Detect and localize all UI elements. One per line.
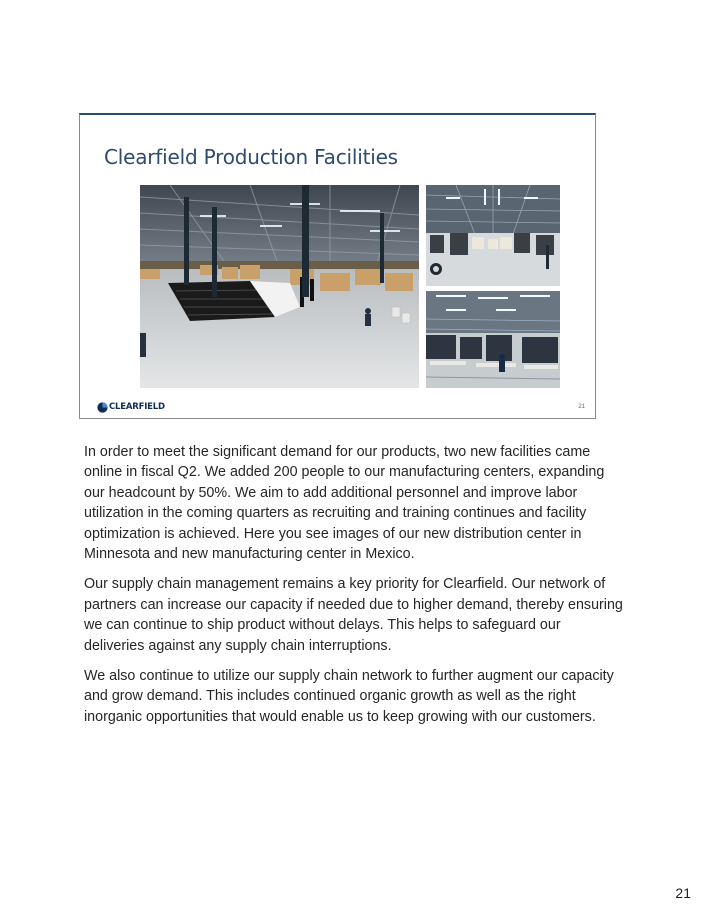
clearfield-logo	[97, 401, 165, 413]
slide-number: 21	[578, 404, 585, 410]
slide-frame	[79, 113, 596, 419]
logo-text: CLEARFIELD	[109, 402, 165, 412]
clearfield-logo-icon	[97, 402, 108, 413]
slide-title: Clearfield Production Facilities	[104, 145, 398, 169]
manufacturing-line-photo	[426, 185, 560, 286]
warehouse-floor-photo	[140, 185, 419, 388]
paragraph: Our supply chain management remains a key priority for Clearfield. Our network of partners can increase our capacity if needed due to higher demand, thereby ensuring we can continue to ship product without delays. This helps to safeguard our deliveries against any supply chain interruptions.	[84, 576, 623, 654]
body-text	[84, 442, 624, 737]
workstations-photo	[426, 291, 560, 388]
page-number: 21	[675, 885, 691, 901]
paragraph: In order to meet the significant demand for our products, two new facilities came online in fiscal Q2. We added 200 people to our manufacturing centers, expanding our headcount by 50%. We aim to add additional personnel and improve labor utilization in the coming quarters as recruiting and training continues and facility optimization is achieved. Here you see images of our new distribution center in Minnesota and new manufacturing center in Mexico.	[84, 444, 605, 563]
paragraph: We also continue to utilize our supply chain network to further augment our capacity and grow demand. This includes continued organic growth as well as the right inorganic opportunities that would enable us to keep growing with our customers.	[84, 668, 614, 725]
